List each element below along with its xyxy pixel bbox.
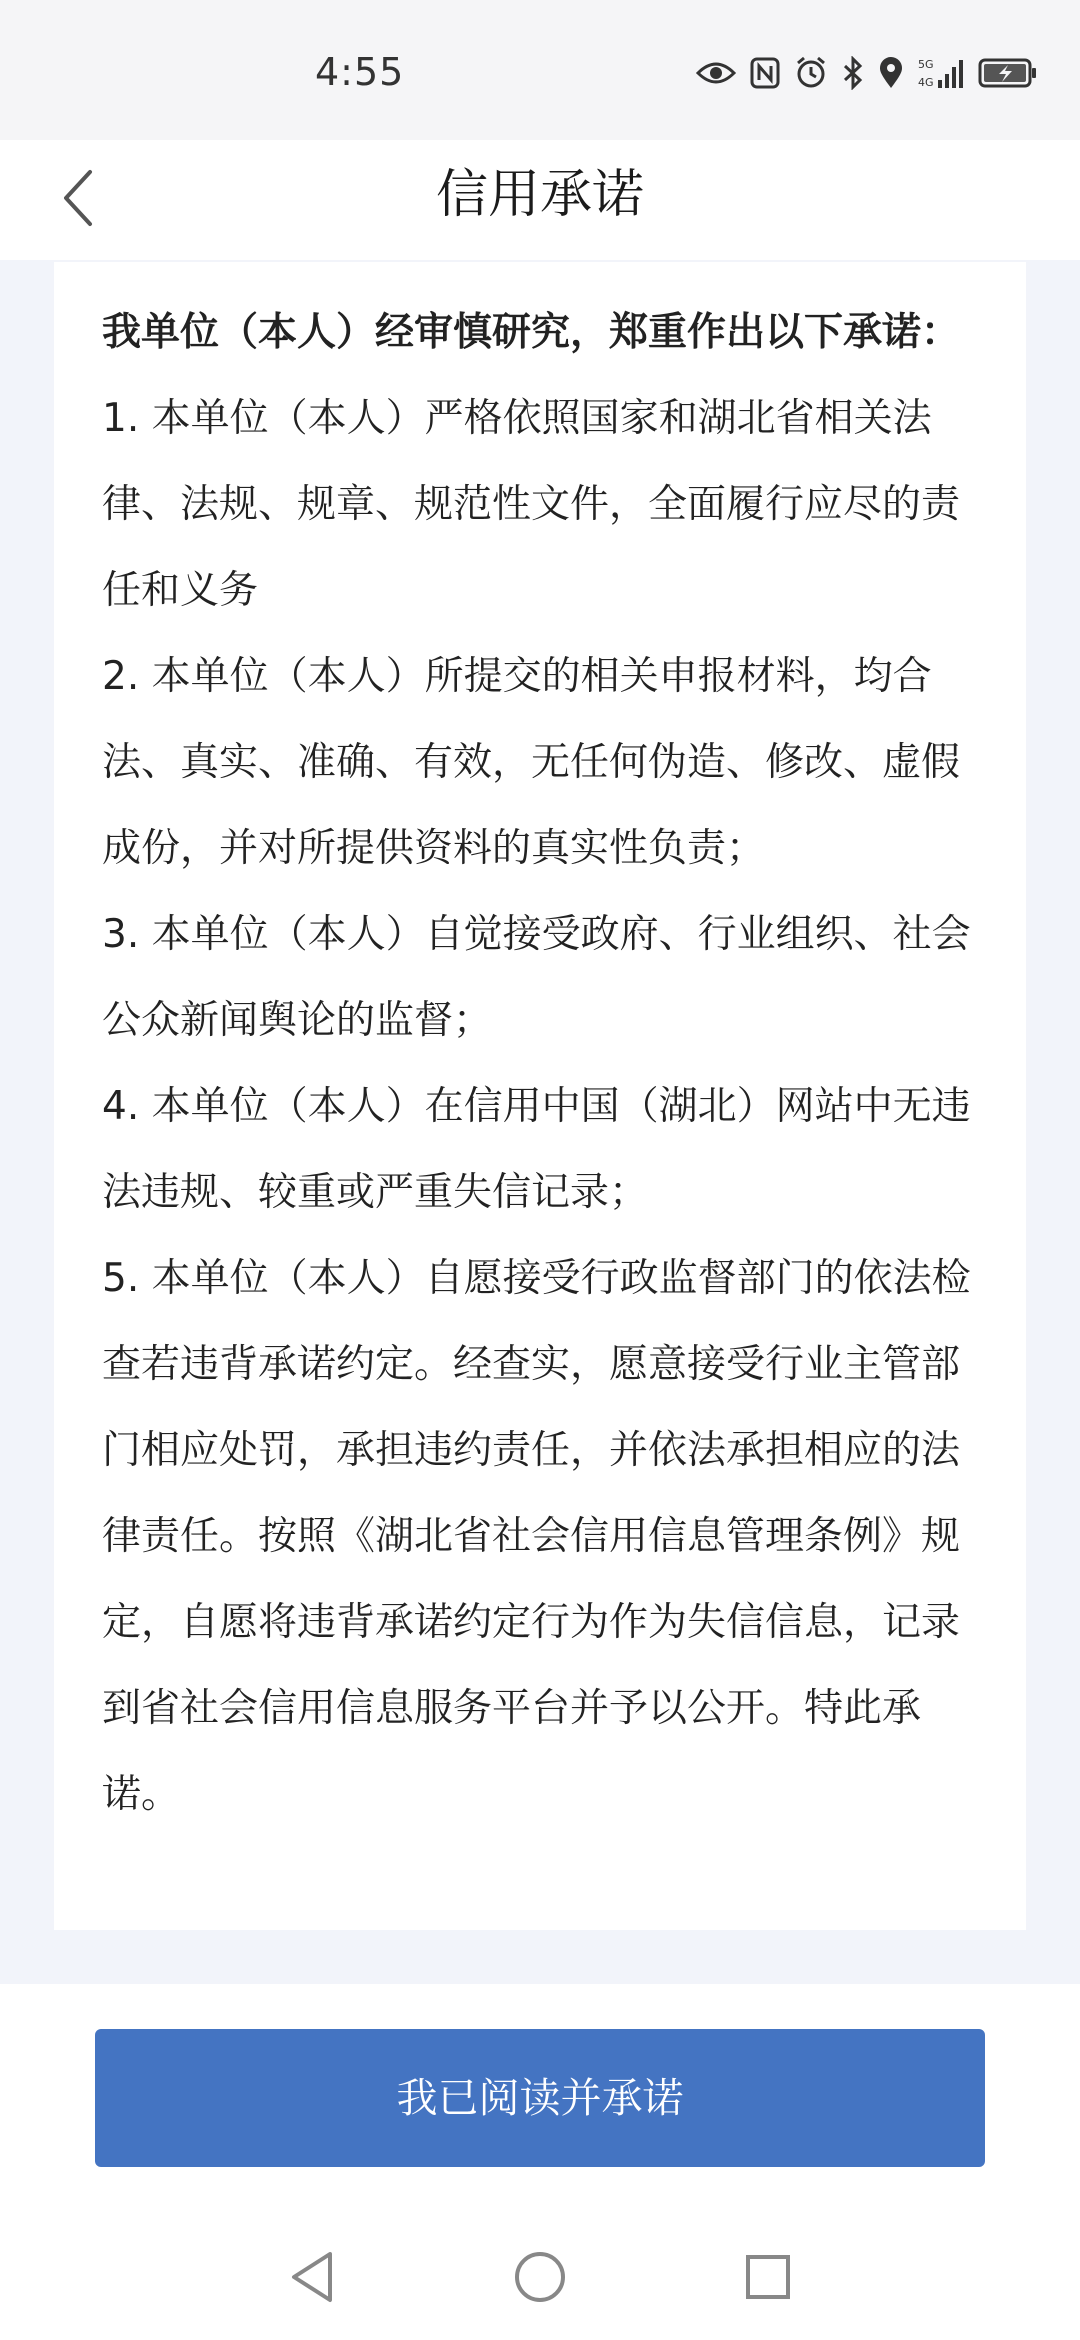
pledge-item-5: 5. 本单位（本人）自愿接受行政监督部门的依法检查若违背承诺约定。经查实，愿意接受行业主管部门相应处罚，承担违约责任，并依法承担相应的法律责任。按照《湖北省社会信用信息管理条例》规定，自愿将违背承诺约定行为作为失信信息，记录到省社会信用信息服务平台并予以公开。特此承诺。 xyxy=(102,1256,971,1817)
pledge-intro: 我单位（本人）经审慎研究，郑重作出以下承诺： xyxy=(102,310,961,355)
back-button[interactable] xyxy=(40,160,120,240)
nfc-icon xyxy=(750,57,780,89)
nav-back-triangle-icon xyxy=(288,2250,336,2308)
status-time: 4:55 xyxy=(315,50,405,94)
eye-icon xyxy=(696,58,736,88)
status-bar xyxy=(0,0,1080,140)
status-icons xyxy=(696,56,1038,90)
battery-charging-icon xyxy=(978,57,1038,89)
nav-recents-square-icon xyxy=(744,2253,792,2305)
pledge-item-3: 3. 本单位（本人）自觉接受政府、行业组织、社会公众新闻舆论的监督； xyxy=(102,912,971,1043)
location-icon xyxy=(878,56,904,90)
bluetooth-icon xyxy=(842,56,864,90)
system-home-button[interactable] xyxy=(505,2244,575,2314)
header xyxy=(0,140,1080,260)
system-navigation-bar xyxy=(0,2218,1080,2340)
pledge-item-4: 4. 本单位（本人）在信用中国（湖北）网站中无违法违规、较重或严重失信记录； xyxy=(102,1084,971,1215)
signal-5g-icon xyxy=(918,56,964,90)
pledge-item-1: 1. 本单位（本人）严格依照国家和湖北省相关法律、法规、规章、规范性文件，全面履行应尽的责任和义务 xyxy=(102,396,961,613)
system-back-button[interactable] xyxy=(277,2244,347,2314)
nav-home-circle-icon xyxy=(513,2250,567,2308)
chevron-left-icon xyxy=(60,168,100,232)
network-label-bottom: 4G xyxy=(918,76,934,89)
pledge-text xyxy=(102,290,978,1838)
system-recents-button[interactable] xyxy=(733,2244,803,2314)
pledge-item-2: 2. 本单位（本人）所提交的相关申报材料，均合法、真实、准确、有效，无任何伪造、修改、虚假成份，并对所提供资料的真实性负责； xyxy=(102,654,961,871)
alarm-icon xyxy=(794,56,828,90)
network-label-top: 5G xyxy=(918,58,934,71)
confirm-pledge-button[interactable]: 我已阅读并承诺 xyxy=(95,2029,985,2167)
page-title: 信用承诺 xyxy=(435,165,644,225)
pledge-card xyxy=(54,262,1026,1930)
